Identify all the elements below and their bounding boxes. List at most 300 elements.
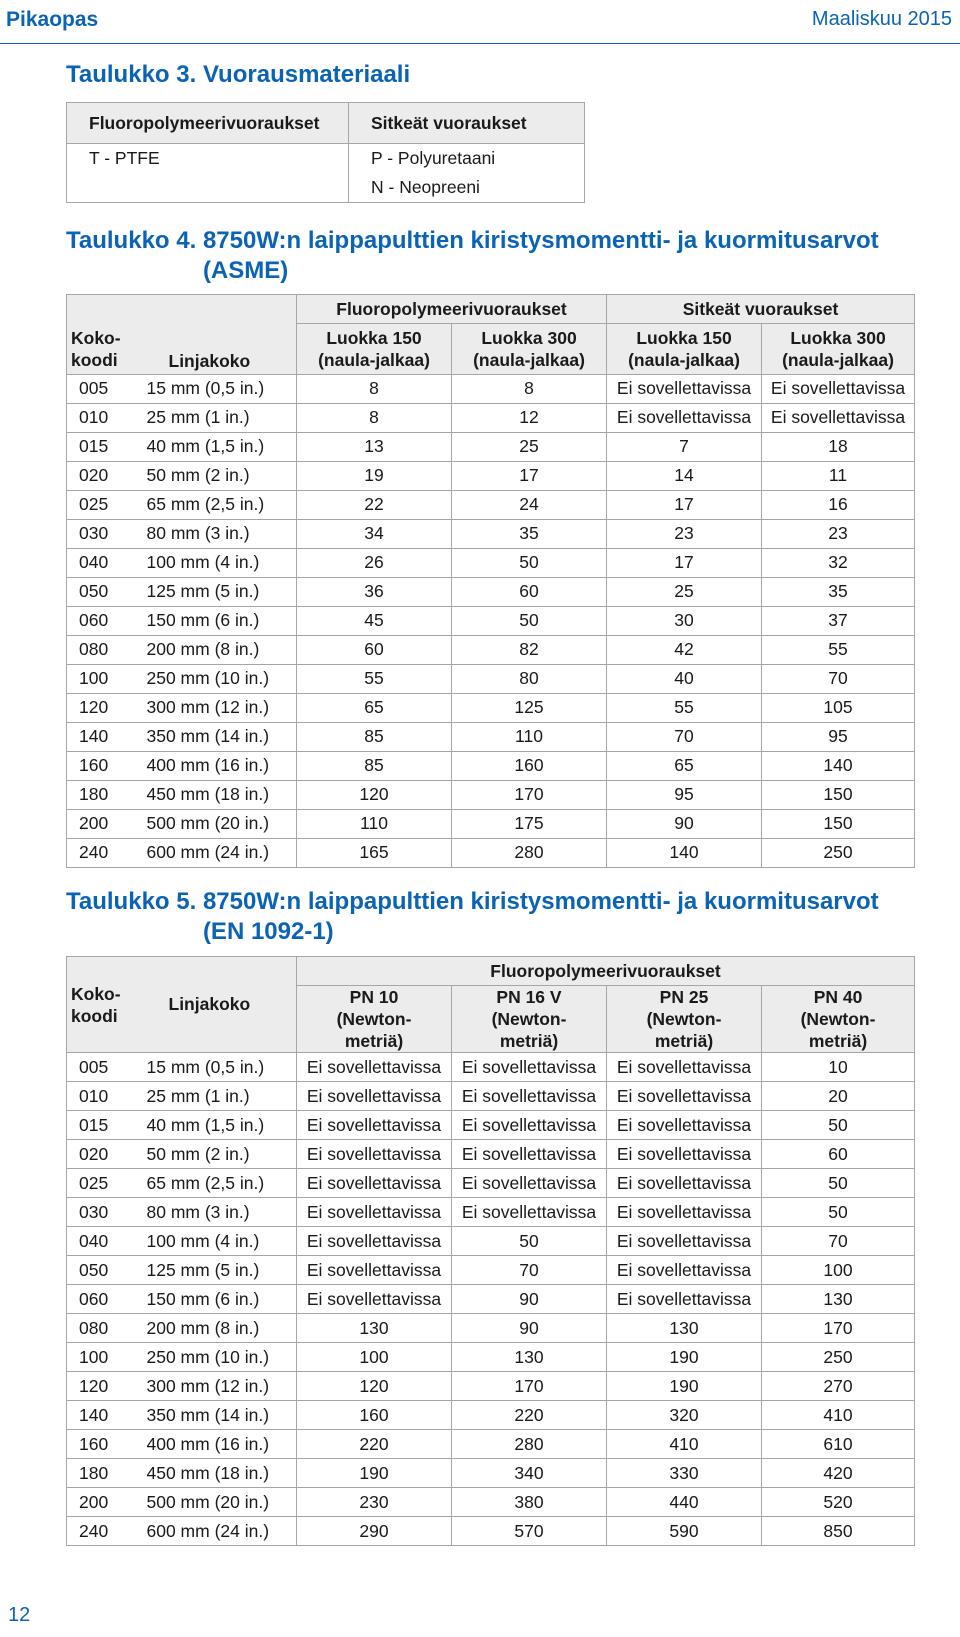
table5-cell: 520	[762, 1488, 915, 1517]
table4-cell: 150 mm (6 in.)	[133, 606, 297, 635]
table4-cell: 37	[762, 606, 915, 635]
table4-cell: 280	[452, 838, 607, 867]
table4-caption-line1: 8750W:n laippapulttien kiristysmomentti- ja kuormitusarvot	[202, 227, 879, 254]
table4-header-t300-line2: (naula-jalkaa)	[782, 349, 894, 370]
table4-row	[67, 664, 915, 693]
table5-cell: Ei sovellettavissa	[452, 1198, 607, 1227]
table4-row	[67, 403, 915, 432]
table5-cell: Ei sovellettavissa	[607, 1169, 762, 1198]
table4-cell: Ei sovellettavissa	[607, 403, 762, 432]
table5-cell: 570	[452, 1517, 607, 1546]
table4-cell: 45	[297, 606, 452, 635]
table4-cell: 300 mm (12 in.)	[133, 693, 297, 722]
table5-cell: 190	[297, 1459, 452, 1488]
table4-cell: 95	[762, 722, 915, 751]
table4-cell: 080	[67, 635, 133, 664]
table5-row	[67, 1111, 915, 1140]
table5-cell: 180	[67, 1459, 133, 1488]
table5-cell: 170	[762, 1314, 915, 1343]
table5-cell: 250 mm (10 in.)	[133, 1343, 297, 1372]
table4-cell: 8	[452, 374, 607, 403]
table4-cell: 050	[67, 577, 133, 606]
table4-cell: 025	[67, 490, 133, 519]
table5-cell: 10	[762, 1053, 915, 1082]
table4-cell: 200 mm (8 in.)	[133, 635, 297, 664]
table5-row	[67, 1169, 915, 1198]
table5-caption	[66, 887, 879, 947]
table4-cell: 65 mm (2,5 in.)	[133, 490, 297, 519]
table5-cell: 330	[607, 1459, 762, 1488]
table4-caption-line2: (ASME)	[202, 257, 289, 284]
table4-header-f300-line2: (naula-jalkaa)	[473, 349, 585, 370]
table5-cell: 350 mm (14 in.)	[133, 1401, 297, 1430]
table5-cell: 200	[67, 1488, 133, 1517]
table4-cell: 170	[452, 780, 607, 809]
document-title: Pikaopas	[6, 8, 99, 31]
table3-cell: N - Neopreeni	[349, 173, 585, 203]
table5-cell: 320	[607, 1401, 762, 1430]
table4-caption-text	[203, 226, 879, 286]
table4-cell: 60	[452, 577, 607, 606]
table5-header-pn10-line1: PN 10	[349, 987, 399, 1007]
table5-header-pn10-line2: (Newton-	[336, 1009, 412, 1029]
table5-cell: Ei sovellettavissa	[452, 1082, 607, 1111]
table5-header-pn16-line2: (Newton-	[491, 1009, 567, 1029]
table4-cell: 50	[452, 606, 607, 635]
table5-cell: 005	[67, 1053, 133, 1082]
table4-cell: 180	[67, 780, 133, 809]
table5-cell: 600 mm (24 in.)	[133, 1517, 297, 1546]
table4-row	[67, 519, 915, 548]
table4-header-code	[67, 324, 133, 375]
table5-row	[67, 1430, 915, 1459]
table5-cell: 500 mm (20 in.)	[133, 1488, 297, 1517]
table4-cell: 110	[452, 722, 607, 751]
table5-cell: 160	[297, 1401, 452, 1430]
table4-cell: 80	[452, 664, 607, 693]
table5-cell: 230	[297, 1488, 452, 1517]
table5-row	[67, 1053, 915, 1082]
table5-cell: Ei sovellettavissa	[297, 1169, 452, 1198]
table5-body	[67, 1053, 915, 1546]
table5-cell: 15 mm (0,5 in.)	[133, 1053, 297, 1082]
table5-cell: 450 mm (18 in.)	[133, 1459, 297, 1488]
table4-cell: 70	[762, 664, 915, 693]
table4-header-code-line2: koodi	[71, 349, 118, 370]
table5-cell: Ei sovellettavissa	[607, 1053, 762, 1082]
table5-cell: 190	[607, 1372, 762, 1401]
table4-row	[67, 722, 915, 751]
table5-cell: 130	[452, 1343, 607, 1372]
table5-cell: 90	[452, 1285, 607, 1314]
header-divider	[0, 43, 960, 44]
table4-cell: 030	[67, 519, 133, 548]
table4-cell: 500 mm (20 in.)	[133, 809, 297, 838]
table4-header-t300-line1: Luokka 300	[790, 327, 886, 348]
table4-row	[67, 374, 915, 403]
table5-header-pn16-line1: PN 16 V	[496, 987, 562, 1007]
table5-cell: 170	[452, 1372, 607, 1401]
table4-cell: 165	[297, 838, 452, 867]
table4-cell: 26	[297, 548, 452, 577]
table4-cell: 34	[297, 519, 452, 548]
table4-row	[67, 548, 915, 577]
table4-cell: 160	[452, 751, 607, 780]
table4-cell: 42	[607, 635, 762, 664]
table3-header-tough: Sitkeät vuoraukset	[349, 103, 585, 144]
table5-cell: 190	[607, 1343, 762, 1372]
table4-cell: 100	[67, 664, 133, 693]
table4-cell: 22	[297, 490, 452, 519]
table4-cell: 23	[762, 519, 915, 548]
table4-cell: 95	[607, 780, 762, 809]
table5-header-size: Linjakoko	[133, 957, 297, 1053]
table4-cell: 250	[762, 838, 915, 867]
table4-cell: 85	[297, 722, 452, 751]
table4-row	[67, 838, 915, 867]
table4-cell: 35	[452, 519, 607, 548]
table5-cell: 080	[67, 1314, 133, 1343]
table4-cell: 18	[762, 432, 915, 461]
table4-row	[67, 751, 915, 780]
table5-cell: 50	[762, 1169, 915, 1198]
table4-caption-number: Taulukko 4.	[66, 227, 197, 254]
table5-cell: 120	[67, 1372, 133, 1401]
table4-cell: 55	[297, 664, 452, 693]
table5-cell: 220	[297, 1430, 452, 1459]
table5-header-pn25-line3: metriä)	[654, 1031, 714, 1051]
table5-row	[67, 1198, 915, 1227]
table5-header-pn10	[297, 986, 452, 1053]
table5-header-pn40	[762, 986, 915, 1053]
table5-cell: Ei sovellettavissa	[297, 1053, 452, 1082]
table5-header-code-line1: Koko-	[71, 983, 121, 1004]
table5-cell: Ei sovellettavissa	[607, 1256, 762, 1285]
table4-cell: 55	[607, 693, 762, 722]
table5-cell: 100 mm (4 in.)	[133, 1227, 297, 1256]
table4-cell: 60	[297, 635, 452, 664]
table5-cell: 60	[762, 1140, 915, 1169]
table4-cell: 8	[297, 374, 452, 403]
table5-cell: 140	[67, 1401, 133, 1430]
table4-cell: 240	[67, 838, 133, 867]
table4-cell: 140	[607, 838, 762, 867]
table4-header-f300	[452, 324, 607, 375]
table5-row	[67, 1256, 915, 1285]
table4-header-f300-line1: Luokka 300	[481, 327, 577, 348]
table5-cell: 015	[67, 1111, 133, 1140]
table4-cell: 40	[607, 664, 762, 693]
table4-cell: 70	[607, 722, 762, 751]
table4-row	[67, 577, 915, 606]
table4-row	[67, 693, 915, 722]
table5-header-pn40-line1: PN 40	[813, 987, 863, 1007]
table4-cell: 140	[67, 722, 133, 751]
page-number: 12	[8, 1604, 31, 1626]
table4-header-t150-line2: (naula-jalkaa)	[628, 349, 740, 370]
table5-cell: 65 mm (2,5 in.)	[133, 1169, 297, 1198]
table4-cell: 16	[762, 490, 915, 519]
table4-cell: 35	[762, 577, 915, 606]
table5-cell: 50	[762, 1198, 915, 1227]
table4-header-f150	[297, 324, 452, 375]
table5-cell: Ei sovellettavissa	[297, 1140, 452, 1169]
table5-cell: Ei sovellettavissa	[452, 1169, 607, 1198]
table5-cell: Ei sovellettavissa	[452, 1053, 607, 1082]
table4-cell: 11	[762, 461, 915, 490]
table3-header-fluoro: Fluoropolymeerivuoraukset	[67, 103, 349, 144]
table4-header-blank	[67, 295, 133, 324]
table4-cell: 50 mm (2 in.)	[133, 461, 297, 490]
table4-header-size: Linjakoko	[133, 324, 297, 375]
table4-cell: 90	[607, 809, 762, 838]
table5-cell: 100	[67, 1343, 133, 1372]
table4-row	[67, 780, 915, 809]
table5-row	[67, 1227, 915, 1256]
table4-cell: 120	[297, 780, 452, 809]
table5-cell: 40 mm (1,5 in.)	[133, 1111, 297, 1140]
table3	[66, 102, 585, 203]
table3-cell	[67, 173, 349, 203]
table3-cell: T - PTFE	[67, 144, 349, 174]
table5-cell: 850	[762, 1517, 915, 1546]
table3-caption-text: Vuorausmateriaali	[202, 61, 411, 88]
table4-cell: 24	[452, 490, 607, 519]
table5-cell: 120	[297, 1372, 452, 1401]
table5-cell: 70	[762, 1227, 915, 1256]
table5-cell: 70	[452, 1256, 607, 1285]
table4-cell: 25 mm (1 in.)	[133, 403, 297, 432]
table5-header-pn25-line2: (Newton-	[646, 1009, 722, 1029]
table5-cell: 240	[67, 1517, 133, 1546]
table5-cell: 440	[607, 1488, 762, 1517]
table5-cell: Ei sovellettavissa	[297, 1198, 452, 1227]
table5-cell: Ei sovellettavissa	[452, 1111, 607, 1140]
table4-cell: 140	[762, 751, 915, 780]
table5-cell: 90	[452, 1314, 607, 1343]
table4-cell: 85	[297, 751, 452, 780]
table5-cell: 80 mm (3 in.)	[133, 1198, 297, 1227]
table5-row	[67, 1459, 915, 1488]
table5-cell: Ei sovellettavissa	[607, 1198, 762, 1227]
table5-cell: Ei sovellettavissa	[297, 1111, 452, 1140]
table4-cell: 8	[297, 403, 452, 432]
table5-cell: 410	[762, 1401, 915, 1430]
table5-row	[67, 1372, 915, 1401]
table4-cell: 32	[762, 548, 915, 577]
table5-cell: 340	[452, 1459, 607, 1488]
table4-cell: 50	[452, 548, 607, 577]
table4-cell: 80 mm (3 in.)	[133, 519, 297, 548]
table4-cell: 175	[452, 809, 607, 838]
table5-header-pn16	[452, 986, 607, 1053]
table4-group-fluoro: Fluoropolymeerivuoraukset	[297, 295, 607, 324]
table5-cell: 050	[67, 1256, 133, 1285]
table3-caption	[66, 60, 410, 90]
table4	[66, 294, 915, 868]
page-header	[0, 0, 960, 44]
table4-cell: 30	[607, 606, 762, 635]
table5-cell: Ei sovellettavissa	[452, 1140, 607, 1169]
table5-row	[67, 1517, 915, 1546]
table4-cell: 19	[297, 461, 452, 490]
table5-caption-number: Taulukko 5.	[66, 888, 197, 915]
table5-cell: 060	[67, 1285, 133, 1314]
table5-cell: 20	[762, 1082, 915, 1111]
table4-cell: 125	[452, 693, 607, 722]
table5	[66, 956, 915, 1546]
table4-cell: 250 mm (10 in.)	[133, 664, 297, 693]
table4-cell: 040	[67, 548, 133, 577]
table4-cell: 17	[607, 490, 762, 519]
table5-row	[67, 1343, 915, 1372]
table5-cell: 250	[762, 1343, 915, 1372]
table5-row	[67, 1140, 915, 1169]
table4-cell: 17	[607, 548, 762, 577]
table5-cell: 290	[297, 1517, 452, 1546]
table4-cell: 020	[67, 461, 133, 490]
table5-header-pn40-line2: (Newton-	[800, 1009, 876, 1029]
table5-row	[67, 1285, 915, 1314]
table4-cell: 25	[607, 577, 762, 606]
table4-caption	[66, 226, 879, 286]
table5-caption-line1: 8750W:n laippapulttien kiristysmomentti- ja kuormitusarvot	[202, 888, 879, 915]
table5-cell: Ei sovellettavissa	[297, 1256, 452, 1285]
table5-cell: 380	[452, 1488, 607, 1517]
table4-cell: 150	[762, 809, 915, 838]
table5-cell: 040	[67, 1227, 133, 1256]
table4-row	[67, 432, 915, 461]
table4-cell: 12	[452, 403, 607, 432]
table4-cell: 060	[67, 606, 133, 635]
table5-cell: 220	[452, 1401, 607, 1430]
table4-cell: Ei sovellettavissa	[607, 374, 762, 403]
table5-cell: 300 mm (12 in.)	[133, 1372, 297, 1401]
table4-cell: Ei sovellettavissa	[762, 403, 915, 432]
table5-row	[67, 1488, 915, 1517]
table4-row	[67, 461, 915, 490]
table4-cell: 7	[607, 432, 762, 461]
table5-cell: 125 mm (5 in.)	[133, 1256, 297, 1285]
table4-cell: 17	[452, 461, 607, 490]
table4-cell: 200	[67, 809, 133, 838]
table5-row	[67, 1314, 915, 1343]
document-date: Maaliskuu 2015	[811, 8, 952, 30]
table4-cell: 600 mm (24 in.)	[133, 838, 297, 867]
table5-group-fluoro: Fluoropolymeerivuoraukset	[297, 957, 915, 986]
table4-body	[67, 374, 915, 867]
table5-header-code	[67, 957, 133, 1053]
table4-cell: 015	[67, 432, 133, 461]
table4-cell: 65	[607, 751, 762, 780]
table4-cell: 65	[297, 693, 452, 722]
table4-header-t300	[762, 324, 915, 375]
table5-caption-line2: (EN 1092-1)	[202, 918, 334, 945]
table4-header-t150-line1: Luokka 150	[636, 327, 732, 348]
table5-cell: 020	[67, 1140, 133, 1169]
table5-cell: 130	[762, 1285, 915, 1314]
table5-cell: Ei sovellettavissa	[297, 1285, 452, 1314]
table5-cell: 150 mm (6 in.)	[133, 1285, 297, 1314]
table5-cell: 610	[762, 1430, 915, 1459]
table4-cell: 105	[762, 693, 915, 722]
table5-header-pn25-line1: PN 25	[659, 987, 709, 1007]
table4-cell: 100 mm (4 in.)	[133, 548, 297, 577]
table4-cell: 14	[607, 461, 762, 490]
table4-group-tough: Sitkeät vuoraukset	[607, 295, 915, 324]
table4-cell: Ei sovellettavissa	[762, 374, 915, 403]
table5-cell: 010	[67, 1082, 133, 1111]
table4-row	[67, 606, 915, 635]
table5-cell: 280	[452, 1430, 607, 1459]
table5-cell: 410	[607, 1430, 762, 1459]
table5-cell: 50 mm (2 in.)	[133, 1140, 297, 1169]
table4-cell: 15 mm (0,5 in.)	[133, 374, 297, 403]
table5-cell: 50	[762, 1111, 915, 1140]
table5-header-pn16-line3: metriä)	[499, 1031, 559, 1051]
table4-header-f150-line2: (naula-jalkaa)	[318, 349, 430, 370]
table5-cell: Ei sovellettavissa	[607, 1285, 762, 1314]
table4-cell: 55	[762, 635, 915, 664]
table4-cell: 120	[67, 693, 133, 722]
table4-cell: 150	[762, 780, 915, 809]
table5-cell: 400 mm (16 in.)	[133, 1430, 297, 1459]
table3-cell: P - Polyuretaani	[349, 144, 585, 174]
table4-cell: 40 mm (1,5 in.)	[133, 432, 297, 461]
table5-cell: 25 mm (1 in.)	[133, 1082, 297, 1111]
table3-caption-number: Taulukko 3.	[66, 61, 197, 88]
table5-row	[67, 1401, 915, 1430]
table4-cell: 110	[297, 809, 452, 838]
table5-cell: 160	[67, 1430, 133, 1459]
table5-cell: 50	[452, 1227, 607, 1256]
table5-cell: 200 mm (8 in.)	[133, 1314, 297, 1343]
table5-cell: Ei sovellettavissa	[297, 1227, 452, 1256]
table5-cell: Ei sovellettavissa	[607, 1140, 762, 1169]
table4-cell: 005	[67, 374, 133, 403]
table4-cell: 23	[607, 519, 762, 548]
table5-row	[67, 1082, 915, 1111]
table4-cell: 010	[67, 403, 133, 432]
table4-header-t150	[607, 324, 762, 375]
table5-cell: Ei sovellettavissa	[607, 1082, 762, 1111]
table4-header-blank	[133, 295, 297, 324]
table5-cell: 025	[67, 1169, 133, 1198]
table5-cell: 130	[297, 1314, 452, 1343]
table5-cell: 590	[607, 1517, 762, 1546]
table4-cell: 450 mm (18 in.)	[133, 780, 297, 809]
table4-row	[67, 809, 915, 838]
table5-caption-text	[203, 887, 879, 947]
table5-cell: 030	[67, 1198, 133, 1227]
table4-header-f150-line1: Luokka 150	[326, 327, 422, 348]
table5-cell: 100	[762, 1256, 915, 1285]
table5-cell: Ei sovellettavissa	[607, 1227, 762, 1256]
table5-cell: 130	[607, 1314, 762, 1343]
table5-header-pn10-line3: metriä)	[344, 1031, 404, 1051]
table4-cell: 36	[297, 577, 452, 606]
table4-cell: 13	[297, 432, 452, 461]
table5-cell: 100	[297, 1343, 452, 1372]
table5-header-pn40-line3: metriä)	[808, 1031, 868, 1051]
table4-header-code-line1: Koko-	[71, 327, 121, 348]
table4-cell: 125 mm (5 in.)	[133, 577, 297, 606]
table4-row	[67, 635, 915, 664]
table5-cell: Ei sovellettavissa	[607, 1111, 762, 1140]
table4-cell: 350 mm (14 in.)	[133, 722, 297, 751]
table5-header-code-line2: koodi	[71, 1005, 118, 1026]
table5-cell: 270	[762, 1372, 915, 1401]
